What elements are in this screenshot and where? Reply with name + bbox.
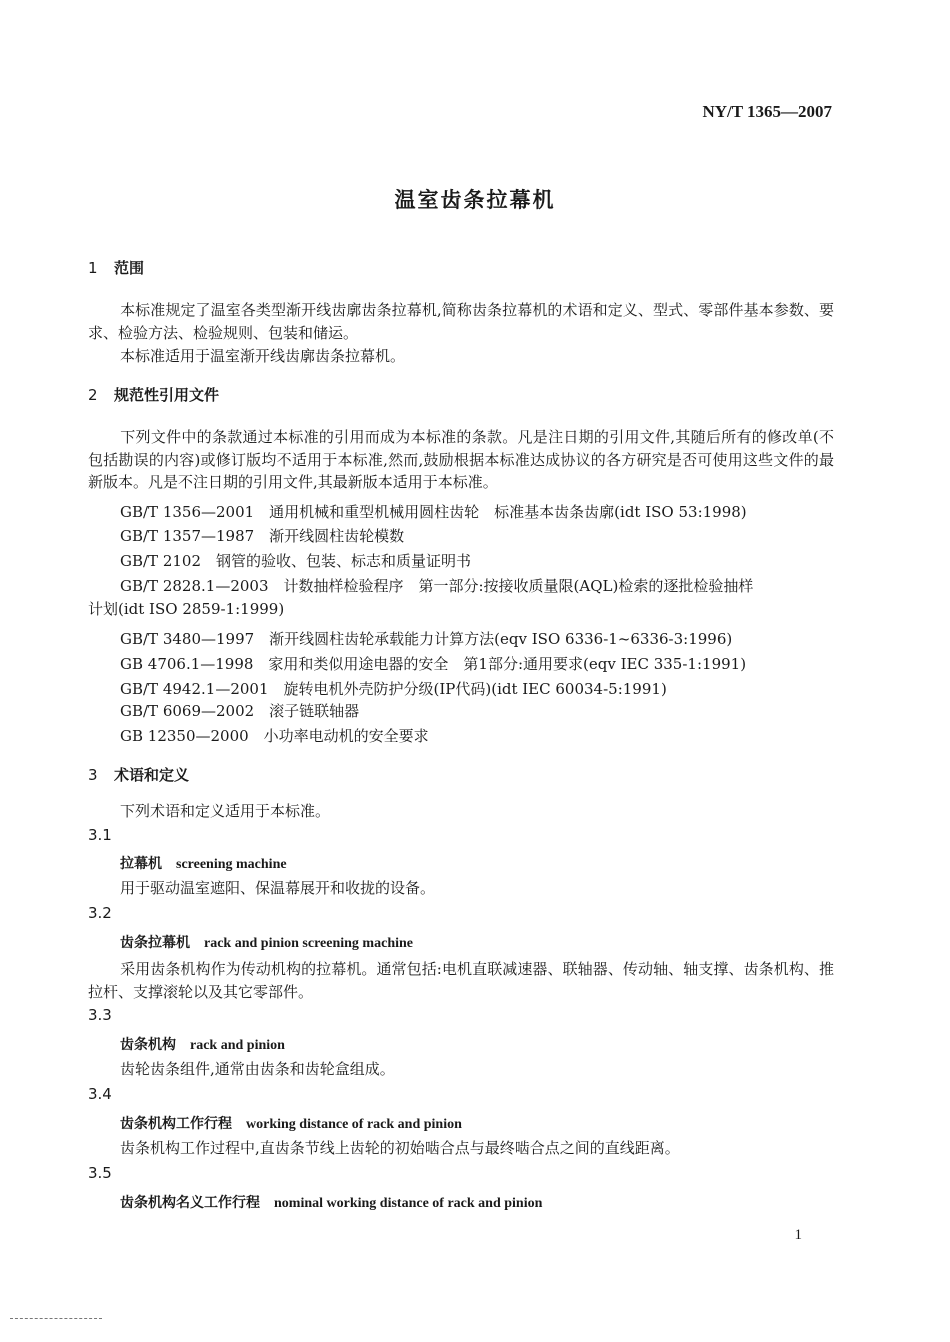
- bottom-rule: [10, 1318, 102, 1319]
- document-title: 温室齿条拉幕机: [394, 188, 556, 212]
- paragraph-text: 下列文件中的条款通过本标准的引用而成为本标准的条款。凡是注日期的引用文件,其随后所有的修改单(不包括勘误的内容)或修订版均不适用于本标准,然而,鼓励根据本标准达成协议的各方研究是否可使用这些文件的最新版本。凡是不注日期的引用文件,其最新版本适用于本标准。: [88, 428, 834, 491]
- reference-item: GB/T 2828.1—2003 计数抽样检验程序 第一部分:按接收质量限(AQL)检索的逐批检验抽样: [120, 577, 754, 595]
- section-title: 术语和定义: [114, 766, 190, 784]
- term-cn: 齿条拉幕机: [120, 935, 190, 951]
- section-2-heading: [88, 384, 219, 405]
- section-2-paragraph-1: [88, 426, 834, 494]
- term-cn: 齿条机构工作行程: [120, 1116, 232, 1132]
- term-number: 3.2: [88, 904, 112, 922]
- section-title: 范围: [114, 259, 145, 277]
- term-number: 3.4: [88, 1085, 112, 1103]
- term-cn: 拉幕机: [120, 856, 162, 872]
- term-number: 3.1: [88, 826, 112, 844]
- section-3-heading: [88, 764, 189, 785]
- term-definition: [88, 958, 834, 1003]
- term-definition: 用于驱动温室遮阳、保温幕展开和收拢的设备。: [120, 879, 436, 897]
- reference-item: GB 4706.1—1998 家用和类似用途电器的安全 第1部分:通用要求(eqv IEC 335-1:1991): [120, 655, 747, 673]
- section-3-intro: 下列术语和定义适用于本标准。: [120, 802, 331, 820]
- reference-item-continuation: 计划(idt ISO 2859-1:1999): [88, 600, 285, 618]
- term-cn: 齿条机构名义工作行程: [120, 1195, 260, 1211]
- term-heading: [120, 1192, 542, 1212]
- term-number: 3.3: [88, 1006, 112, 1024]
- term-heading: [120, 932, 413, 952]
- standard-code: NY/T 1365—2007: [702, 102, 832, 121]
- term-definition: 齿条机构工作过程中,直齿条节线上齿轮的初始啮合点与最终啮合点之间的直线距离。: [120, 1139, 680, 1157]
- term-en: rack and pinion: [190, 1038, 285, 1053]
- reference-item: GB 12350—2000 小功率电动机的安全要求: [120, 727, 429, 745]
- page-number: 1: [794, 1227, 802, 1243]
- paragraph-text: 采用齿条机构作为传动机构的拉幕机。通常包括:电机直联减速器、联轴器、传动轴、轴支撑、齿条机构、推拉杆、支撑滚轮以及其它零部件。: [88, 960, 834, 1001]
- section-number: 1: [88, 259, 98, 277]
- section-number: 2: [88, 386, 98, 404]
- term-cn: 齿条机构: [120, 1037, 176, 1053]
- section-number: 3: [88, 766, 98, 784]
- reference-item: GB/T 1357—1987 渐开线圆柱齿轮模数: [120, 527, 405, 545]
- reference-item: GB/T 2102 钢管的验收、包装、标志和质量证明书: [120, 552, 472, 570]
- term-number: 3.5: [88, 1164, 112, 1182]
- term-en: screening machine: [176, 857, 287, 872]
- term-en: rack and pinion screening machine: [204, 936, 413, 951]
- section-1-paragraph-1: [88, 299, 834, 344]
- reference-item: GB/T 6069—2002 滚子链联轴器: [120, 702, 360, 720]
- reference-item: GB/T 1356—2001 通用机械和重型机械用圆柱齿轮 标准基本齿条齿廓(idt ISO 53:1998): [120, 503, 747, 521]
- reference-item: GB/T 3480—1997 渐开线圆柱齿轮承载能力计算方法(eqv ISO 6336-1~6336-3:1996): [120, 630, 733, 648]
- section-1-heading: [88, 257, 144, 278]
- section-1-paragraph-2: 本标准适用于温室渐开线齿廓齿条拉幕机。: [120, 347, 406, 365]
- term-heading: [120, 1113, 462, 1133]
- term-en: working distance of rack and pinion: [246, 1117, 462, 1132]
- section-title: 规范性引用文件: [114, 386, 220, 404]
- term-definition: 齿轮齿条组件,通常由齿条和齿轮盒组成。: [120, 1060, 395, 1078]
- term-en: nominal working distance of rack and pinion: [274, 1196, 543, 1211]
- paragraph-text: 本标准规定了温室各类型渐开线齿廓齿条拉幕机,简称齿条拉幕机的术语和定义、型式、零部件基本参数、要求、检验方法、检验规则、包装和储运。: [88, 301, 834, 342]
- term-heading: [120, 853, 287, 873]
- reference-item: GB/T 4942.1—2001 旋转电机外壳防护分级(IP代码)(idt IEC 60034-5:1991): [120, 680, 667, 698]
- term-heading: [120, 1034, 285, 1054]
